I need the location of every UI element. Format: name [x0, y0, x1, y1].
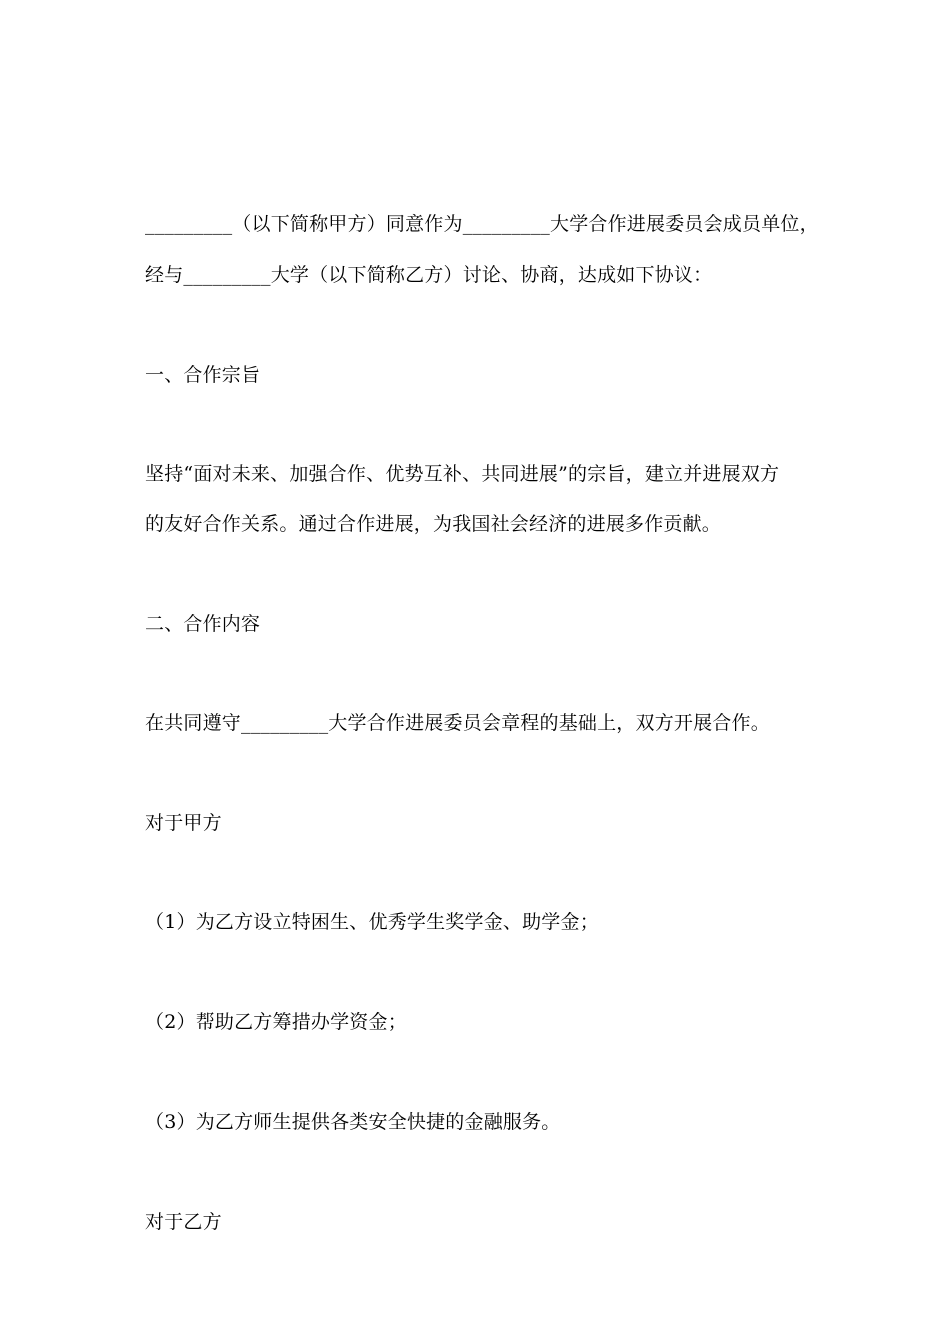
party-a-item-1: （1）为乙方设立特困生、优秀学生奖学金、助学金； [145, 911, 599, 933]
content-paragraph: 在共同遵守_________大学合作进展委员会章程的基础上，双方开展合作。 [145, 712, 770, 734]
party-a-item-2: （2）帮助乙方筹措办学资金； [145, 1011, 407, 1033]
purpose-line-2: 的友好合作关系。通过合作进展，为我国社会经济的进展多作贡献。 [145, 513, 722, 535]
purpose-line-1: 坚持“面对未来、加强合作、优势互补、共同进展”的宗旨，建立并进展双方 [145, 463, 780, 485]
intro-line-2: 经与_________大学（以下简称乙方）讨论、协商，达成如下协议： [145, 264, 713, 286]
party-b-heading: 对于乙方 [145, 1211, 222, 1233]
section-heading-purpose: 一、合作宗旨 [145, 364, 261, 386]
party-a-heading: 对于甲方 [145, 812, 222, 834]
party-a-item-3: （3）为乙方师生提供各类安全快捷的金融服务。 [145, 1111, 561, 1133]
section-heading-content: 二、合作内容 [145, 613, 261, 635]
intro-line-1: _________（以下简称甲方）同意作为_________大学合作进展委员会成员单位， [145, 213, 819, 235]
